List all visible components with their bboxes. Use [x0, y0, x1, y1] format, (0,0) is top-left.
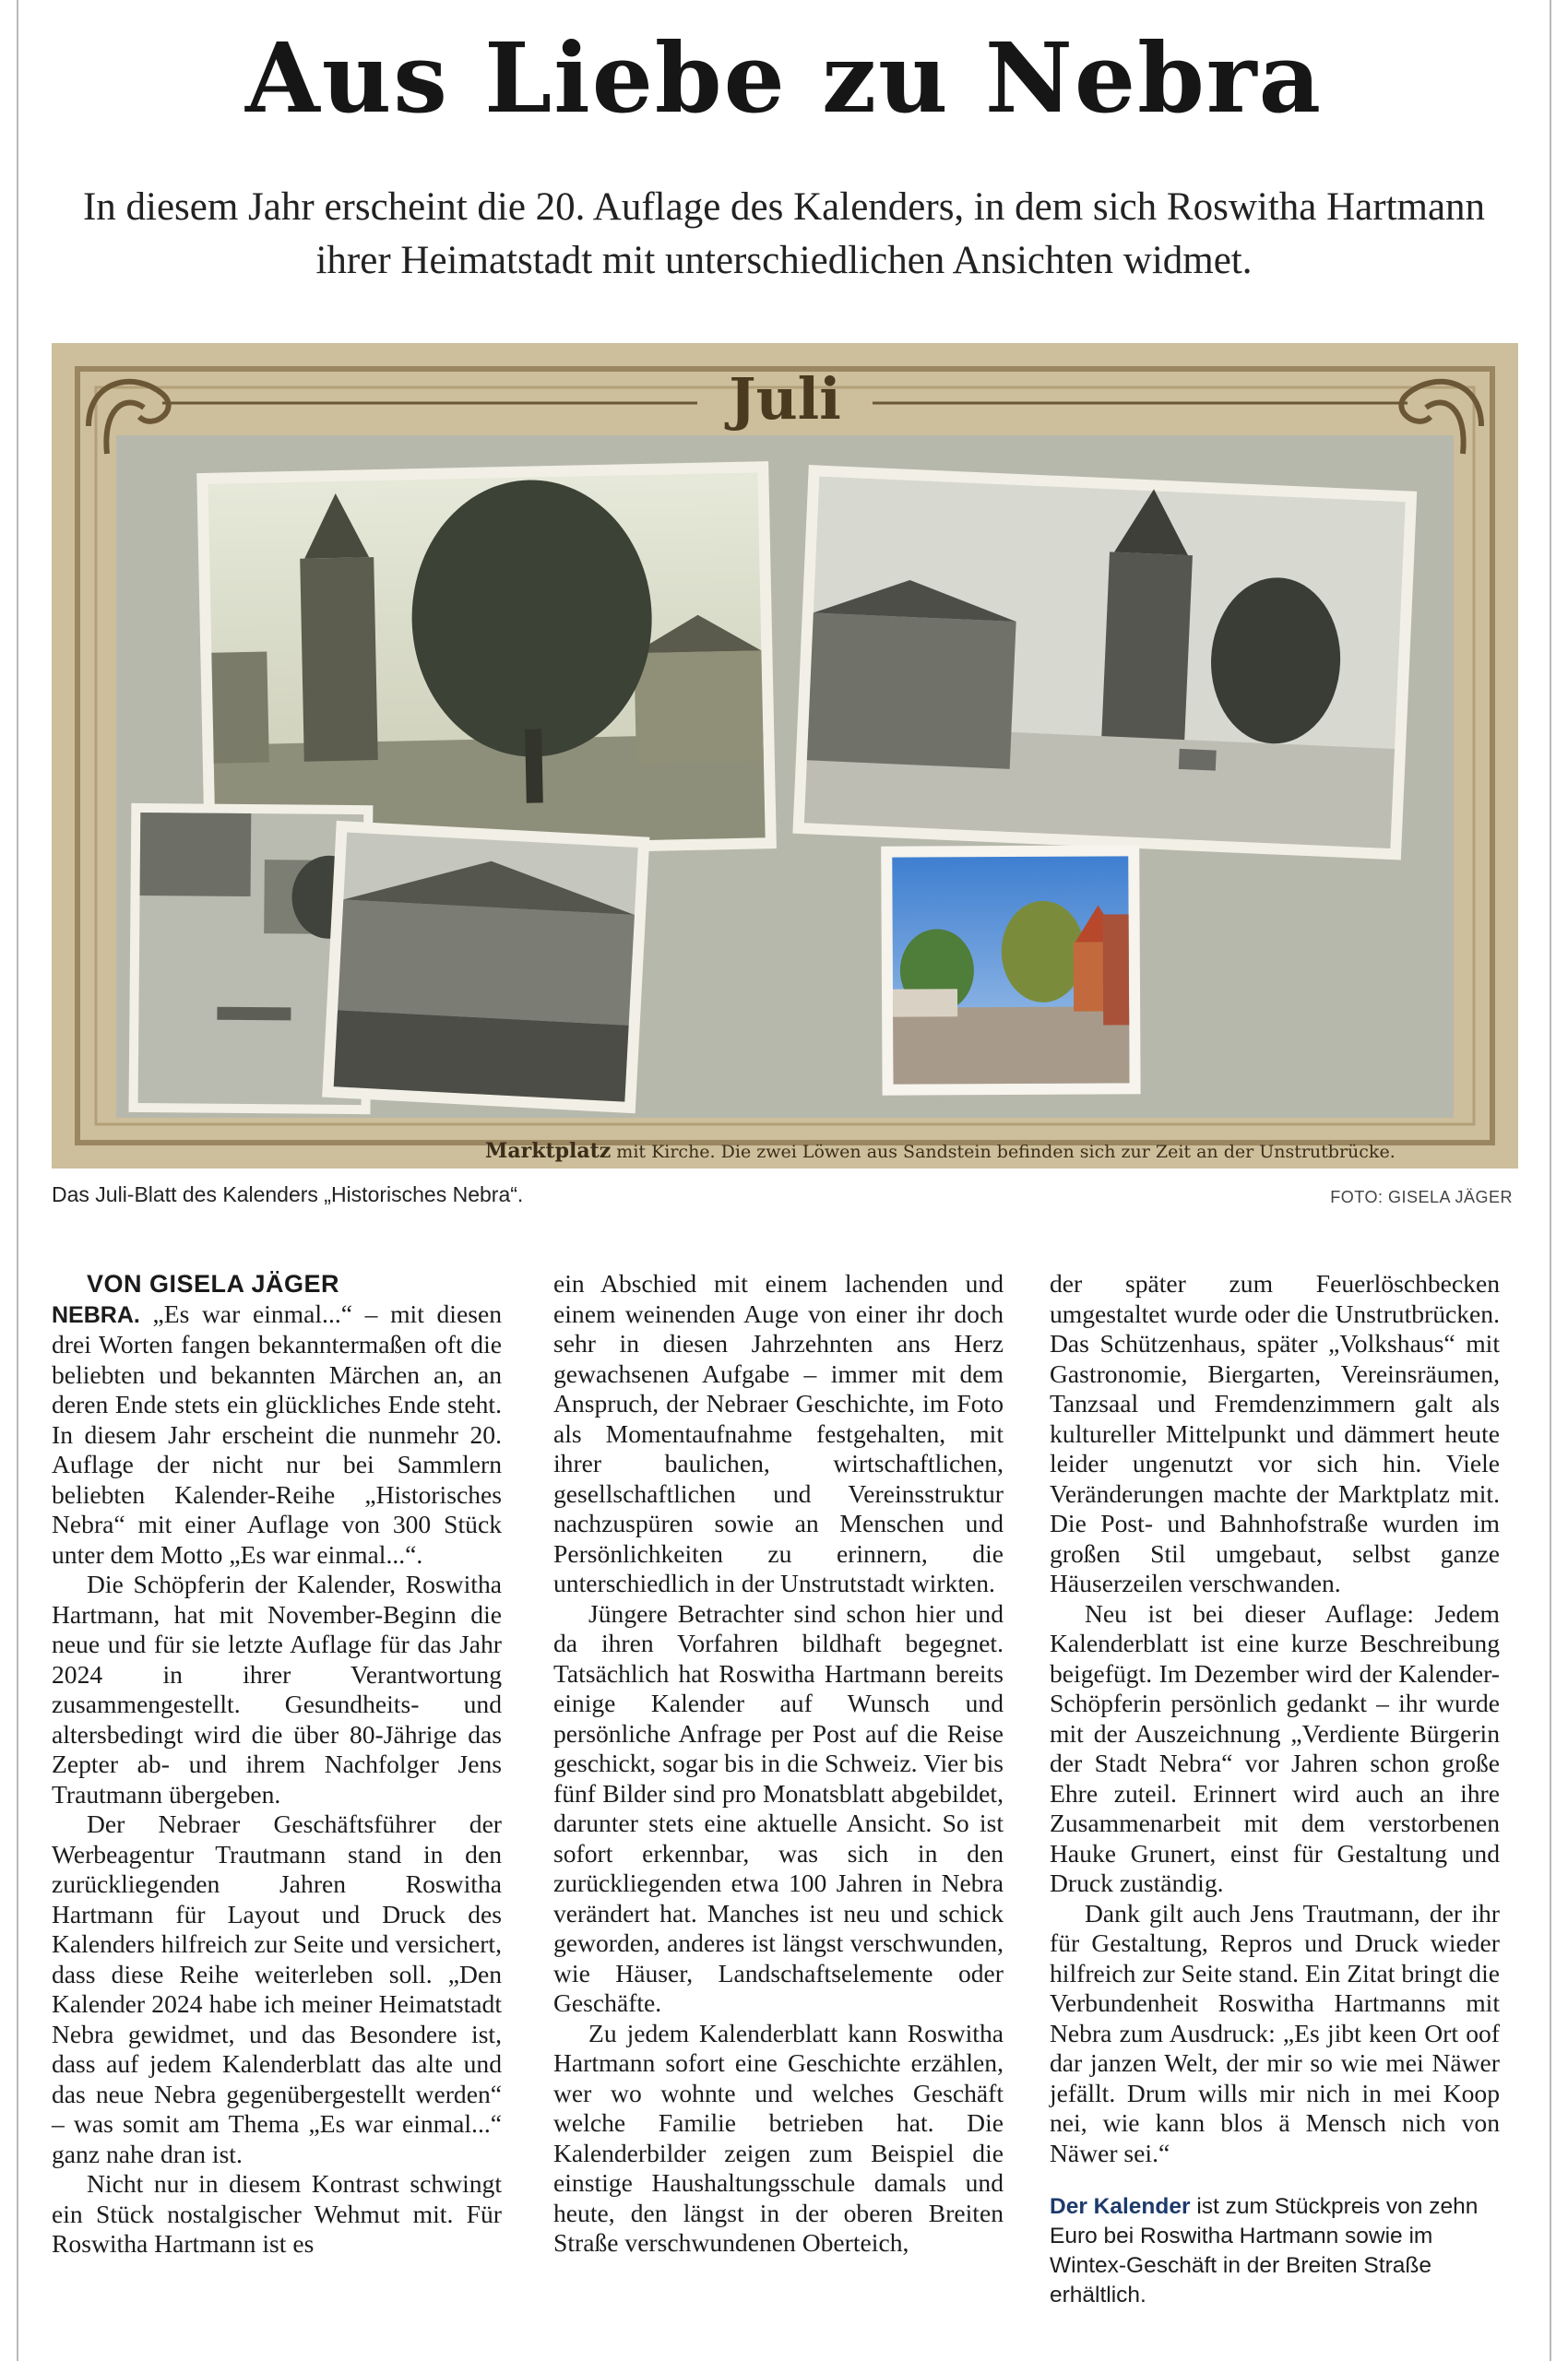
paragraph-7: Zu jedem Kalenderblatt kann Roswitha Hartmann sofort eine Geschichte erzählen, wer wo wohnte und welches Geschäft welche Familie betrieben hat. Die Kalenderbilder zeigen zum Beispiel die einstige Haushaltungsschule damals und heute, den längst in der oberen Breiten Straße verschwundenen Oberteich, — [553, 2018, 1004, 2257]
paragraph-4: Nicht nur in diesem Kontrast schwingt ein Stück nostalgischer Wehmut mit. Für Roswitha Hartmann ist es — [52, 2169, 502, 2258]
paragraph-6: Jüngere Betrachter sind schon hier und da ihren Vorfahren bildhaft begegnet. Tatsächlich hat Roswitha Hartmann bereits einige Kalender auf Wunsch und persönliche Anfrage per Post auf die Reise geschickt, sogar bis in die Schweiz. Vier bis fünf Bilder sind pro Monatsblatt abgebildet, darunter stets eine aktuelle Ansicht. So ist sofort erkennbar, was sich in den zurückliegenden etwa 100 Jahren in Nebra verändert hat. Manches ist neu und schick geworden, anderes ist längst verschwunden, wie Häuser, Landschaftselemente oder Geschäfte. — [553, 1598, 1004, 2017]
left-margin-rule — [17, 0, 18, 2361]
headline: Aus Liebe zu Nebra — [245, 21, 1323, 135]
paragraph-9: Neu ist bei dieser Auflage: Jedem Kalenderblatt ist eine kurze Beschreibung beigefügt. Im Dezember wird der Kalender-Schöpferin persönlich gedankt – ihr wurde mit der Auszeichnung „Verdiente Bürgerin der Stadt Nebra“ vor Jahren schon große Ehre zuteil. Erinnert wird auch an ihre Zusammenarbeit mit dem verstorbenen Hauke Grunert, einst für Gestaltung und Druck zuständig. — [1050, 1598, 1500, 1897]
info-box-lead: Der Kalender — [1050, 2194, 1191, 2219]
photo-old-market — [196, 461, 777, 860]
photo-modern-market — [881, 845, 1140, 1095]
article-column-1 — [52, 1269, 502, 2260]
article-column-2 — [553, 1269, 1004, 2259]
paragraph-3: Der Nebraer Geschäftsführer der Werbeagentur Trautmann stand in den zurückliegenden Jahren Roswitha Hartmann für Layout und Druck des Kalenders hilfreich zur Seite und versichert, dass diese Reihe weiterleben soll. „Den Kalender 2024 habe ich meiner Heimatstadt Nebra gewidmet, und das Besondere ist, dass auf jedem Kalenderblatt das alte und das neue Nebra gegenübergestellt werden“ – was somit am Thema „Es war einmal...“ ganz nahe dran ist. — [52, 1809, 502, 2168]
paragraph-2: Die Schöpferin der Kalender, Roswitha Hartmann, hat mit November-Beginn die neue und für sie letzte Auflage für das Jahr 2024 in ihrer Verantwortung zusammengestellt. Gesundheits- und altersbedingt wird die über 80-Jährige das Zepter ab- und ihrem Nachfolger Jens Trautmann übergeben. — [52, 1570, 502, 1809]
calendar-caption-place: Marktplatz — [485, 1139, 612, 1163]
byline: VON GISELA JÄGER — [87, 1270, 340, 1298]
article-column-3 — [1050, 1269, 1500, 2310]
subheadline: In diesem Jahr erscheint die 20. Auflage des Kalenders, in dem sich Roswitha Hartmann ihrer Heimatstadt mit unterschiedlichen Ansichten widmet. — [82, 185, 1486, 283]
calendar-month-label: Juli — [729, 365, 841, 433]
paragraph-10: Dank gilt auch Jens Trautmann, der ihr für Gestaltung, Repros und Druck wieder hilfreich zur Seite stand. Ein Zitat bringt die Verbundenheit Roswitha Hartmanns mit Nebra zum Ausdruck: „Es jibt keen Ort oof dar janzen Welt, der mir so wie mei Näwer jefällt. Drum wills mir nich in mei Koop nei, wie kann blos ä Mensch nich von Näwer sei.“ — [1050, 1898, 1500, 2167]
svg-text:Marktplatz mit Kirche. Die zwe — [485, 1139, 1396, 1163]
photo-caption: Das Juli-Blatt des Kalenders „Historisches Nebra“. — [52, 1182, 524, 1206]
info-box-text: ist zum Stückpreis von zehn Euro bei Roswitha Hartmann sowie im Wintex-Geschäft in der Breiten Straße erhältlich. — [1050, 2194, 1479, 2308]
calendar-photo — [52, 343, 1518, 1169]
photo-old-houses — [322, 821, 649, 1113]
paragraph-1: NEBRA. „Es war einmal...“ – mit diesen drei Worten fangen bekanntermaßen oft die beliebten und bekannten Märchen an, an deren Ende stets ein glückliches Ende steht. In diesem Jahr erscheint die nunmehr 20. Auflage der nicht nur bei Sammlern beliebten Kalender-Reihe „Historisches Nebra“ mit einer Auflage von 300 Stück unter dem Motto „Es war einmal...“. — [52, 1299, 502, 1569]
info-box — [1050, 2192, 1500, 2310]
photo-credit: FOTO: GISELA JÄGER — [1330, 1188, 1513, 1206]
paragraph-5: ein Abschied mit einem lachenden und einem weinenden Auge von einer ihr doch sehr in diesen Jahrzehnten ans Herz gewachsenen Aufgabe – immer mit dem Anspruch, der Nebraer Geschichte, im Foto als Momentaufnahme festgehalten, mit ihrer baulichen, wirtschaftlichen, gesellschaftlichen und Vereinsstruktur nachzuspüren sowie an Menschen und Persönlichkeiten zu erinnern, die unterschiedlich in der Unstrutstadt wirkten. — [553, 1269, 1004, 1597]
calendar-caption-text: mit Kirche. Die zwei Löwen aus Sandstein befinden sich zur Zeit an der Unstrutbrücke. — [611, 1142, 1396, 1162]
right-margin-rule — [1550, 0, 1551, 2361]
photo-old-street — [792, 465, 1417, 860]
paragraph-8: der später zum Feuerlöschbecken umgestaltet wurde oder die Unstrutbrücken. Das Schützenhaus, später „Volkshaus“ mit Gastronomie, Biergarten, Vereinsräumen, Tanzsaal und Fremdenzimmern galt als kultureller Mittelpunkt und dämmert heute leider ungenutzt vor sich hin. Viele Veränderungen machte der Marktplatz mit. Die Post- und Bahnhofstraße wurden im großen Stil umgebaut, selbst ganze Häuserzeilen verschwanden. — [1050, 1269, 1500, 1597]
dateline: NEBRA. — [52, 1301, 140, 1328]
